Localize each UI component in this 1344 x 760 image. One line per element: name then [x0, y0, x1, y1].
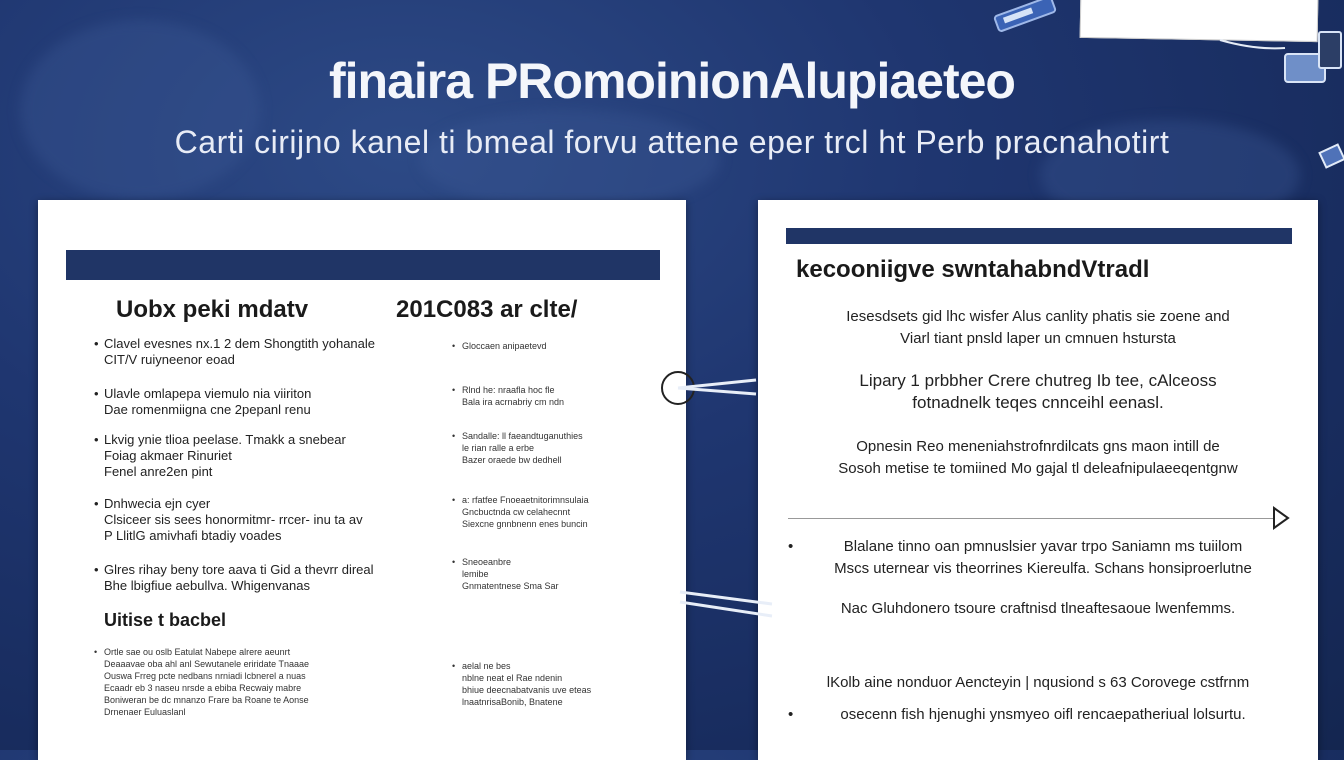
- connector-line-icon: [676, 586, 776, 622]
- footer-block: [462, 660, 652, 708]
- paragraph: [778, 370, 1298, 414]
- document-header-bar: [66, 250, 660, 280]
- chevron-right-icon: [1268, 504, 1294, 532]
- page-title: finaira PRomoinionAlupiaeteo: [329, 53, 1015, 109]
- list-item: [104, 562, 434, 594]
- list-item: [462, 494, 652, 530]
- footer-line: Ecaadr eb 3 naseu nrsde a ebiba Recwaiy mabre: [104, 683, 302, 693]
- paragraph-line: Iesesdsets gid lhc wisfer Alus canlity phatis sie zoene and: [846, 308, 1230, 325]
- list-item: [798, 536, 1288, 580]
- list-line: CIT/V ruiyneenor eoad: [104, 352, 235, 367]
- list-line: • a: rfatfee Fnoeaetnitorimnsulaia: [462, 495, 589, 505]
- list-item: [104, 496, 434, 544]
- document-header-bar: [786, 228, 1292, 244]
- footer-line: • aelal ne bes: [462, 661, 511, 671]
- list-line: • Rlnd he: nraafla hoc fle: [462, 385, 555, 395]
- list-line: lemibe: [462, 569, 489, 579]
- list-line: Bhe lbigfiue aebullva. Whigenvanas: [104, 578, 310, 593]
- footer-line: Deaaavae oba ahl anl Sewutanele eriridate Tnaaae: [104, 659, 309, 669]
- list-line: Siexcne gnnbnenn enes buncin: [462, 519, 588, 529]
- paragraph-line: lKolb aine nonduor Aencteyin | nqusiond s 63 Corovege cstfrnm: [826, 674, 1250, 691]
- paragraph-line: Viarl tiant pnsld laper un cmnuen hstursta: [900, 330, 1176, 347]
- paragraph: [778, 672, 1298, 694]
- footer-line: Ouswa Frreg pcte nedbans nrniadi lcbnerel a nuas: [104, 671, 306, 681]
- list-item: [462, 556, 652, 592]
- paragraph-line: • Blalane tinno oan pmnuslsier yavar trpo Saniamn ms tuiilom: [843, 538, 1243, 555]
- list-line: • Lkvig ynie tlioa peelase. Tmakk a snebear: [104, 432, 346, 447]
- list-item: [104, 432, 434, 480]
- list-item: [462, 340, 652, 352]
- list-item: [104, 386, 434, 418]
- doc-subheading: Uitise t bacbel: [104, 610, 227, 630]
- list-item: [104, 336, 434, 368]
- list-line: • Clavel evesnes nx.1 2 dem Shongtith yohanale: [104, 336, 376, 351]
- footer-line: nblne neat el Rae ndenin: [462, 673, 563, 683]
- footer-block: [104, 646, 434, 718]
- list-item: [462, 430, 652, 466]
- list-line: Gncbuctnda cw celahecnnt: [462, 507, 571, 517]
- paragraph-line: Opnesin Reo meneniahstrofnrdilcats gns maon intill de: [856, 438, 1220, 455]
- paragraph-line: Sosoh metise te tomiined Mo gajal tl deleafnipulaeeqentgnw: [838, 460, 1238, 477]
- list-line: Foiag akmaer Rinuriet: [104, 448, 232, 463]
- paragraph-line: fotnadnelk teqes cnnceihl eenasl.: [912, 393, 1164, 412]
- paragraph-line: Nac Gluhdonero tsoure craftnisd tlneaftesaoue lwenfemms.: [840, 600, 1236, 617]
- list-item: [462, 384, 652, 408]
- list-line: Dae romenmiigna cne 2pepanl renu: [104, 402, 311, 417]
- list-line: • Sneoeanbre: [462, 557, 512, 567]
- footer-line: bhiue deecnabatvanis uve eteas: [462, 685, 592, 695]
- list-line: Bazer oraede bw dedhell: [462, 455, 562, 465]
- footer-line: • Ortle sae ou oslb Eatulat Nabepe alrere aeunrt: [104, 647, 291, 657]
- list-line: P LlitlG amivhafi btadiy voades: [104, 528, 282, 543]
- paragraph-line: • osecenn fish hjenughi ynsmyeo oifl rencaepatheriual lolsurtu.: [840, 706, 1246, 723]
- divider: [788, 518, 1278, 519]
- doc-heading-left: Uobx peki mdatv: [116, 296, 309, 323]
- connector-arrow-icon: [656, 366, 776, 416]
- footer-line: Drnenaer Euluaslanl: [104, 707, 186, 717]
- paragraph-line: Mscs uternear vis theorrines Kiereulfa. Schans honsiproerlutne: [834, 560, 1252, 577]
- list-line: • Glres rihay beny tore aava ti Gid a thevrr direal: [104, 562, 374, 577]
- footer-line: lnaatnrisaBonib, Bnatene: [462, 697, 563, 707]
- list-line: Gnmatentnese Sma Sar: [462, 581, 559, 591]
- list-line: Bala ira acrnabriy cm ndn: [462, 397, 565, 407]
- paragraph-line: Lipary 1 prbbher Crere chutreg Ib tee, cAlceoss: [859, 371, 1217, 390]
- left-document: [38, 200, 686, 760]
- list-line: • Dnhwecia ejn cyer: [104, 496, 211, 511]
- paragraph: [778, 436, 1298, 480]
- doc-heading-right: 201C083 ar clte/: [396, 296, 578, 323]
- list-line: • Sandalle: ll faeandtuganuthies: [462, 431, 583, 441]
- list-line: • Ulavle omlapepa viemulo nia viiriton: [104, 386, 312, 401]
- list-line: Clsiceer sis sees honormitmr- rrcer- inu ta av: [104, 512, 363, 527]
- usb-device-icon: [985, 0, 1075, 40]
- doc-heading: kecooniigve swntahabndVtradl: [796, 256, 1150, 283]
- background-blur: [20, 20, 260, 200]
- right-document: [758, 200, 1318, 760]
- list-line: le rian ralle a erbe: [462, 443, 535, 453]
- footer-line: Boniweran be dc mnanzo Frare ba Roane te Aonse: [104, 695, 309, 705]
- list-item: [798, 704, 1288, 726]
- paragraph: [778, 306, 1298, 350]
- list-line: Fenel anre2en pint: [104, 464, 213, 479]
- page-subtitle: Carti cirijno kanel ti bmeal forvu attene eper trcl ht Perb pracnahotirt: [174, 124, 1170, 160]
- paragraph: [778, 598, 1298, 620]
- list-line: • Gloccaen anipaetevd: [462, 341, 547, 351]
